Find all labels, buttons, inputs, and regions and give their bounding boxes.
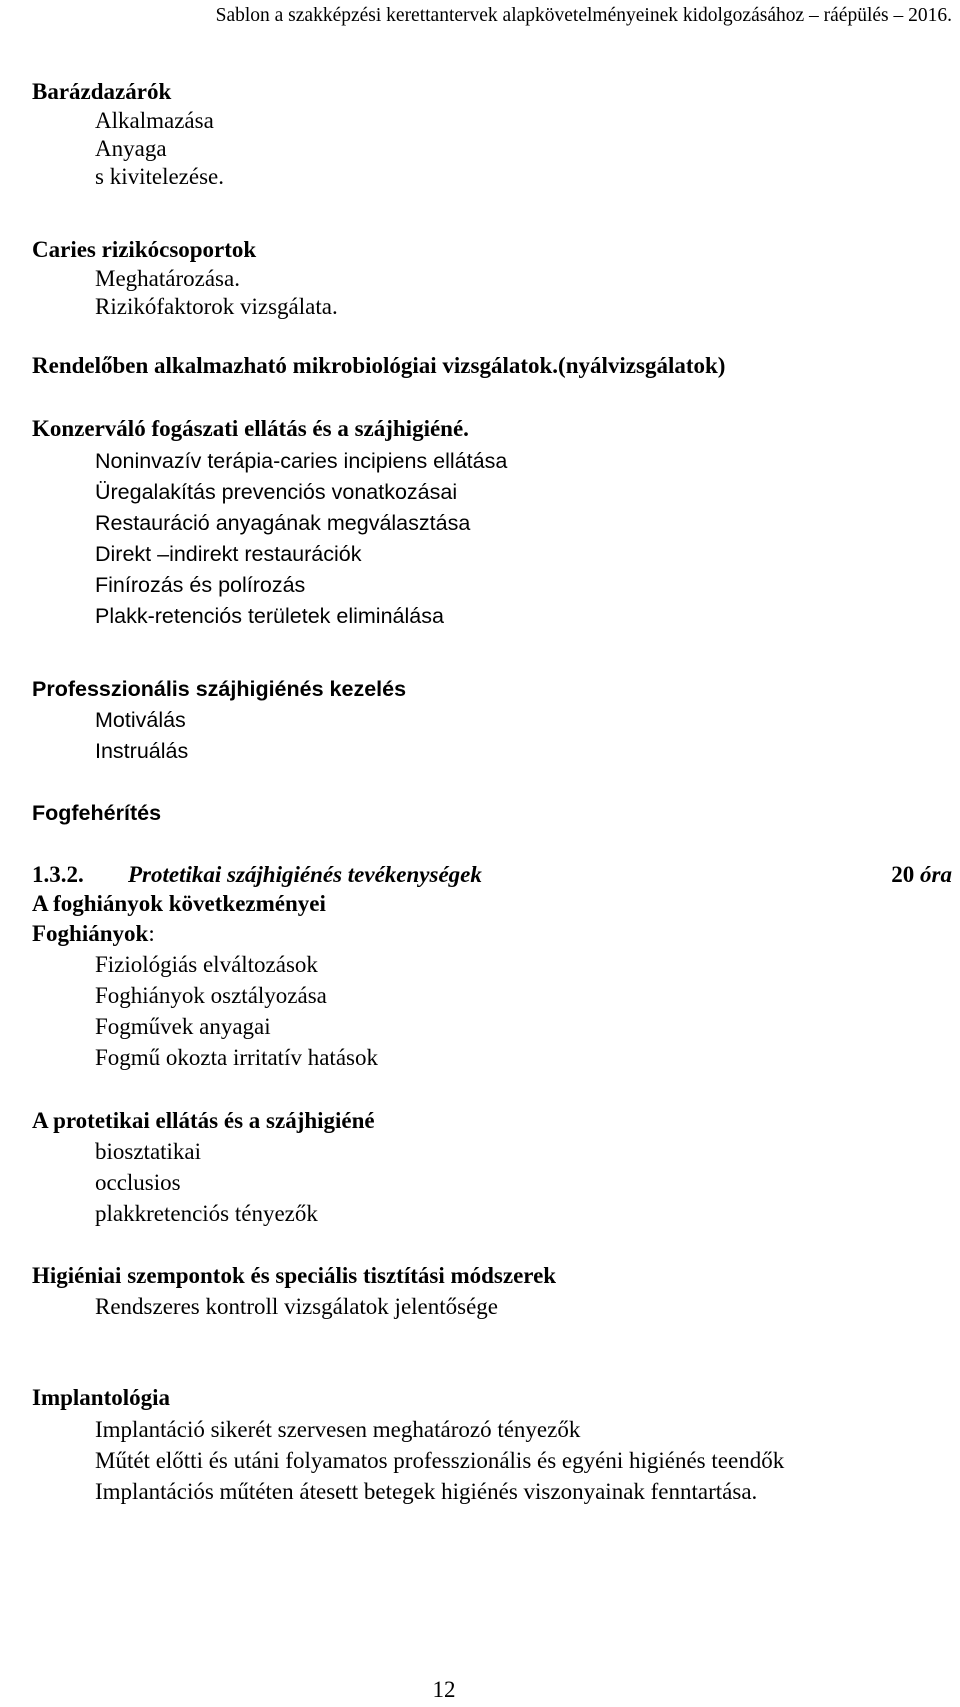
list-item: Direkt –indirekt restaurációk [95, 542, 362, 566]
page-number: 12 [432, 1677, 456, 1702]
list-item: Meghatározása. [95, 266, 240, 291]
list-item: Üregalakítás prevenciós vonatkozásai [95, 480, 458, 504]
list-item: Alkalmazása [95, 108, 214, 133]
label-foghianyok-colon: : [148, 921, 155, 946]
section-title: Protetikai szájhigiénés tevékenységek [128, 862, 482, 887]
label-foghianyok [32, 920, 155, 948]
list-item: Implantáció sikerét szervesen meghatározó tényezők [95, 1417, 581, 1442]
list-item: Finírozás és polírozás [95, 573, 306, 597]
heading-fogfeherites: Fogfehérítés [32, 801, 162, 825]
list-item: Restauráció anyagának megválasztása [95, 511, 471, 535]
heading-higieniai-szempontok: Higiéniai szempontok és speciális tisztítási módszerek [32, 1263, 557, 1288]
section-hours-unit: óra [920, 862, 952, 887]
list-item: Instruálás [95, 739, 189, 763]
page-header: Sablon a szakképzési kerettantervek alapkövetelményeinek kidolgozásához – ráépülés – 2016. [215, 5, 952, 26]
list-item: occlusios [95, 1170, 181, 1195]
list-item: Rizikófaktorok vizsgálata. [95, 294, 338, 319]
list-item: Műtét előtti és utáni folyamatos professzionális és egyéni higiénés teendők [95, 1448, 785, 1473]
section-number: 1.3.2. [32, 862, 84, 887]
heading-rendeloben: Rendelőben alkalmazható mikrobiológiai vizsgálatok.(nyálvizsgálatok) [32, 353, 726, 378]
heading-caries: Caries rizikócsoportok [32, 237, 257, 262]
section-hours-value: 20 [891, 862, 915, 887]
heading-professzionalis: Professzionális szájhigiénés kezelés [32, 677, 407, 701]
heading-konzervalo: Konzerváló fogászati ellátás és a szájhigiéné. [32, 416, 469, 441]
list-item: Anyaga [95, 136, 167, 161]
subheading-foghianyok-kovetkezmenyei: A foghiányok következményei [32, 891, 326, 916]
list-item: Motiválás [95, 708, 186, 732]
list-item: Foghiányok osztályozása [95, 983, 327, 1008]
heading-protetikai-ellatas: A protetikai ellátás és a szájhigiéné [32, 1108, 375, 1133]
list-item: plakkretenciós tényezők [95, 1201, 318, 1226]
heading-barazdazarok: Barázdazárók [32, 79, 172, 104]
list-item: Fogművek anyagai [95, 1014, 271, 1039]
list-item: Fiziológiás elváltozások [95, 952, 318, 977]
heading-implantologia: Implantológia [32, 1385, 171, 1410]
list-item: Noninvazív terápia-caries incipiens ellátása [95, 449, 508, 473]
list-item: Plakk-retenciós területek eliminálása [95, 604, 444, 628]
list-item: s kivitelezése. [95, 164, 225, 189]
list-item: biosztatikai [95, 1139, 202, 1164]
section-hours [891, 861, 952, 889]
list-item: Implantációs műtéten átesett betegek higiénés viszonyainak fenntartása. [95, 1479, 758, 1504]
list-item: Fogmű okozta irritatív hatások [95, 1045, 378, 1070]
list-item: Rendszeres kontroll vizsgálatok jelentősége [95, 1294, 499, 1319]
label-foghianyok-text: Foghiányok [32, 921, 149, 946]
